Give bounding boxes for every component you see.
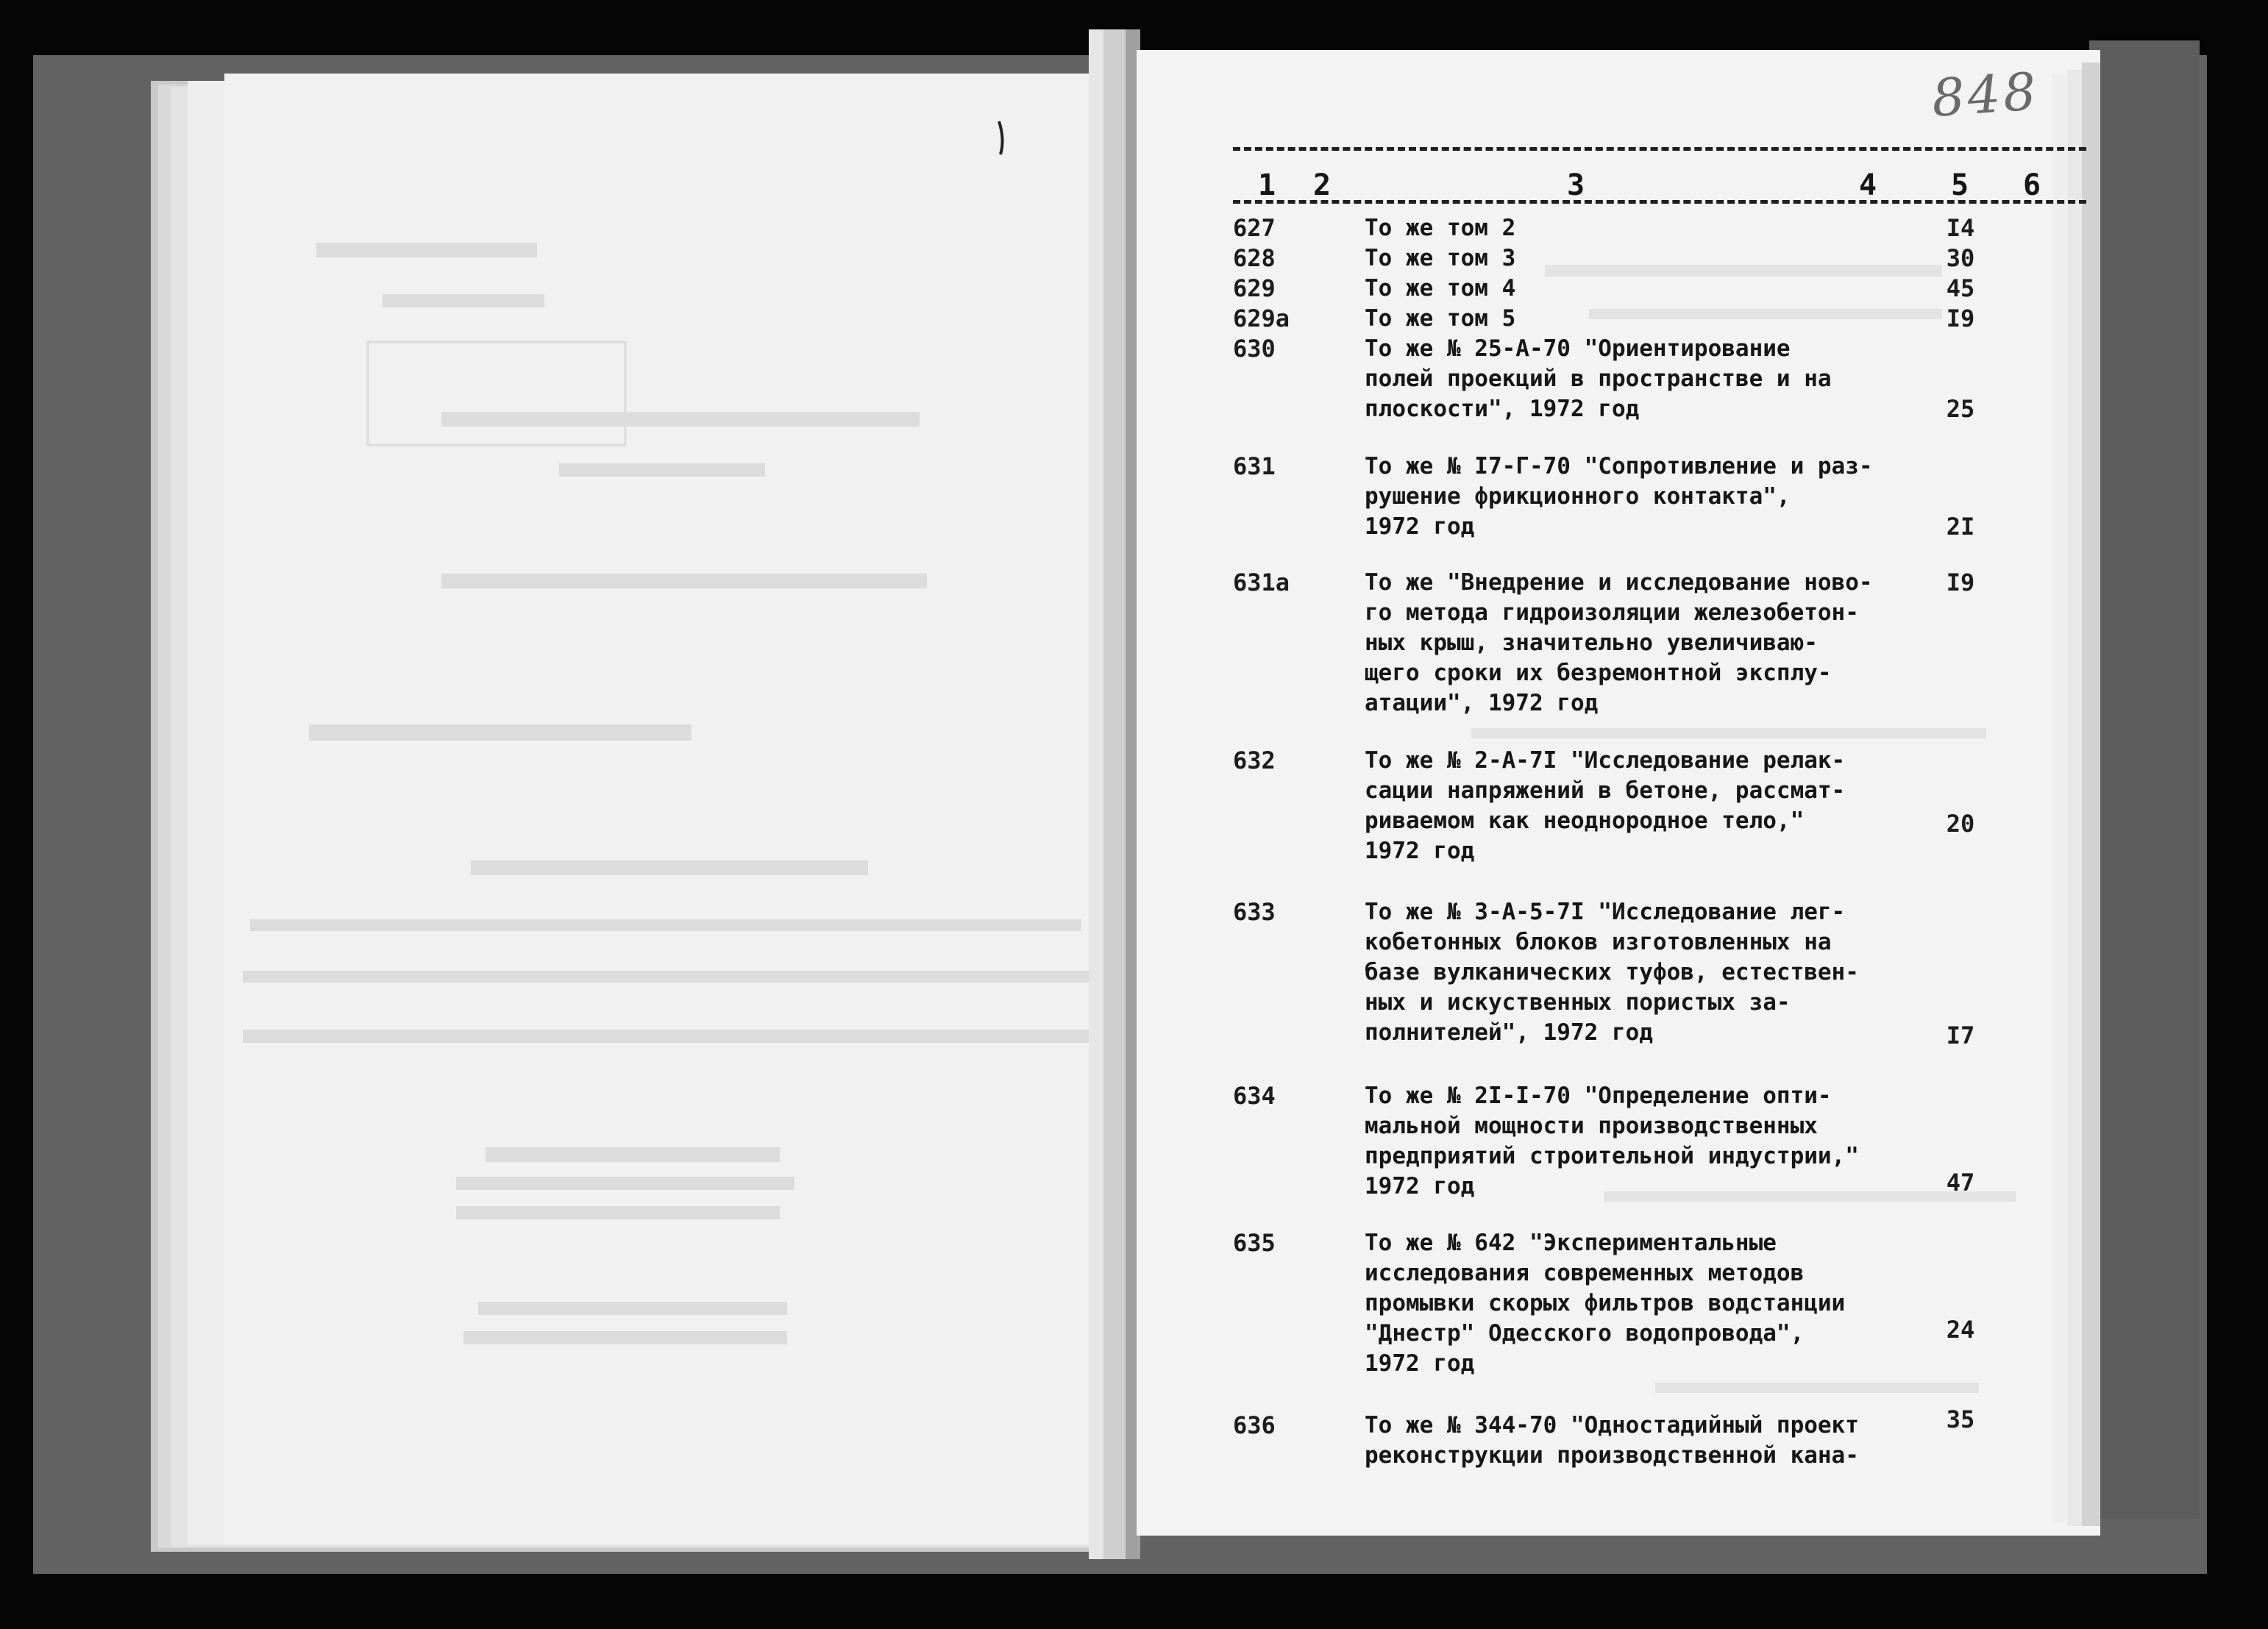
entry-line: реконструкции производственной кана-	[1365, 1442, 1859, 1469]
entry-pages: 24	[1946, 1316, 1975, 1344]
entry-line: базе вулканических туфов, естествен-	[1365, 959, 1859, 985]
entry-line: То же том 5	[1365, 305, 1516, 332]
entry-line: То же № 2-А-7I "Исследование релак-	[1365, 747, 1846, 774]
entry-pages: 45	[1946, 274, 1975, 302]
entry-pages: 35	[1946, 1405, 1975, 1433]
entry-line: То же № 642 "Экспериментальные	[1365, 1230, 1777, 1256]
entry-line: ных крыш, значительно увеличиваю-	[1365, 630, 1818, 656]
entry-number: 627	[1233, 214, 1276, 242]
page-number: 848	[1930, 61, 2041, 129]
entry-line: полнителей", 1972 год	[1365, 1019, 1653, 1046]
entry-description	[1365, 334, 1865, 424]
entry-description	[1365, 452, 1873, 542]
entry-line: рушение фрикционного контакта",	[1365, 483, 1791, 510]
entry-pages: 20	[1946, 810, 1975, 838]
entry-line: То же "Внедрение и исследование ново-	[1365, 569, 1873, 596]
entry-line: То же № 3-А-5-7I "Исследование лег-	[1365, 899, 1846, 925]
entry-number: 629	[1233, 274, 1276, 302]
entry-pages: 25	[1946, 395, 1975, 423]
entry-line: ных и искуственных пористых за-	[1365, 989, 1791, 1016]
entry-number: 628	[1233, 244, 1276, 272]
entry-line: атации", 1972 год	[1365, 690, 1599, 716]
entry-line: "Днестр" Одесского водопровода",	[1365, 1320, 1805, 1347]
entry-description	[1365, 1411, 1865, 1471]
entry-number: 631	[1233, 452, 1276, 480]
entry-number: 635	[1233, 1229, 1276, 1257]
header-divider	[1233, 147, 2086, 157]
entry-line: предприятий строительной индустрии,"	[1365, 1143, 1859, 1169]
entry-line: 1972 год	[1365, 838, 1475, 864]
entry-line: То же № 2I-I-70 "Определение опти-	[1365, 1083, 1832, 1109]
column-header-4: 4	[1859, 168, 1877, 202]
entry-number: 631а	[1233, 568, 1290, 596]
entry-number: 632	[1233, 746, 1276, 774]
entry-line: То же том 2	[1365, 215, 1516, 241]
entry-line: 1972 год	[1365, 1350, 1475, 1377]
entry-pages: I4	[1946, 214, 1975, 242]
entry-line: полей проекций в пространстве и на	[1365, 366, 1832, 392]
entry-pages: I9	[1946, 304, 1975, 332]
entry-line: То же том 3	[1365, 245, 1516, 271]
entry-description	[1365, 1081, 1865, 1202]
entry-description	[1365, 274, 1865, 304]
entry-description	[1365, 304, 1865, 334]
entry-number: 633	[1233, 898, 1276, 926]
entry-line: То же том 4	[1365, 275, 1516, 302]
entry-line: То же № 344-70 "Одностадийный проект	[1365, 1412, 1859, 1439]
entry-line: сации напряжений в бетоне, рассмат-	[1365, 777, 1846, 804]
entry-pages: 47	[1946, 1169, 1975, 1197]
entry-line: го метода гидроизоляции железобетон-	[1365, 599, 1859, 626]
entry-line: 1972 год	[1365, 513, 1475, 540]
column-header-rule	[1233, 200, 2086, 207]
entry-pages: 2I	[1946, 513, 1975, 541]
entry-line: щего сроки их безремонтной эксплу-	[1365, 660, 1832, 686]
entry-line: То же № 25-А-70 "Ориентирование	[1365, 335, 1791, 362]
column-header-5: 5	[1951, 168, 1969, 202]
entry-description	[1365, 243, 1865, 274]
entry-number: 634	[1233, 1082, 1276, 1110]
entry-line: плоскости", 1972 год	[1365, 396, 1640, 422]
entry-description	[1365, 746, 1865, 866]
entry-number: 636	[1233, 1411, 1276, 1439]
entry-line: То же № I7-Г-70 "Сопротивление и раз-	[1365, 453, 1873, 480]
entry-pages: I9	[1946, 568, 1975, 596]
entry-line: 1972 год	[1365, 1173, 1475, 1200]
entry-description	[1365, 568, 1873, 719]
entry-description	[1365, 897, 1865, 1048]
entry-pages: 30	[1946, 244, 1975, 272]
entry-pages: I7	[1946, 1022, 1975, 1049]
entry-line: риваемом как неоднородное тело,"	[1365, 808, 1805, 834]
entry-line: промывки скорых фильтров водстанции	[1365, 1290, 1846, 1316]
entry-number: 629а	[1233, 304, 1290, 332]
column-header-1: 1	[1258, 168, 1276, 202]
column-header-3: 3	[1567, 168, 1585, 202]
entry-description	[1365, 1228, 1865, 1379]
entry-line: кобетонных блоков изготовленных на	[1365, 929, 1832, 955]
entry-description	[1365, 213, 1865, 243]
entry-number: 630	[1233, 335, 1276, 363]
column-header-6: 6	[2023, 168, 2041, 202]
column-header-2: 2	[1313, 168, 1332, 202]
entry-line: мальной мощности производственных	[1365, 1113, 1818, 1139]
column-headers	[0, 168, 2268, 202]
entry-line: исследования современных методов	[1365, 1260, 1805, 1286]
